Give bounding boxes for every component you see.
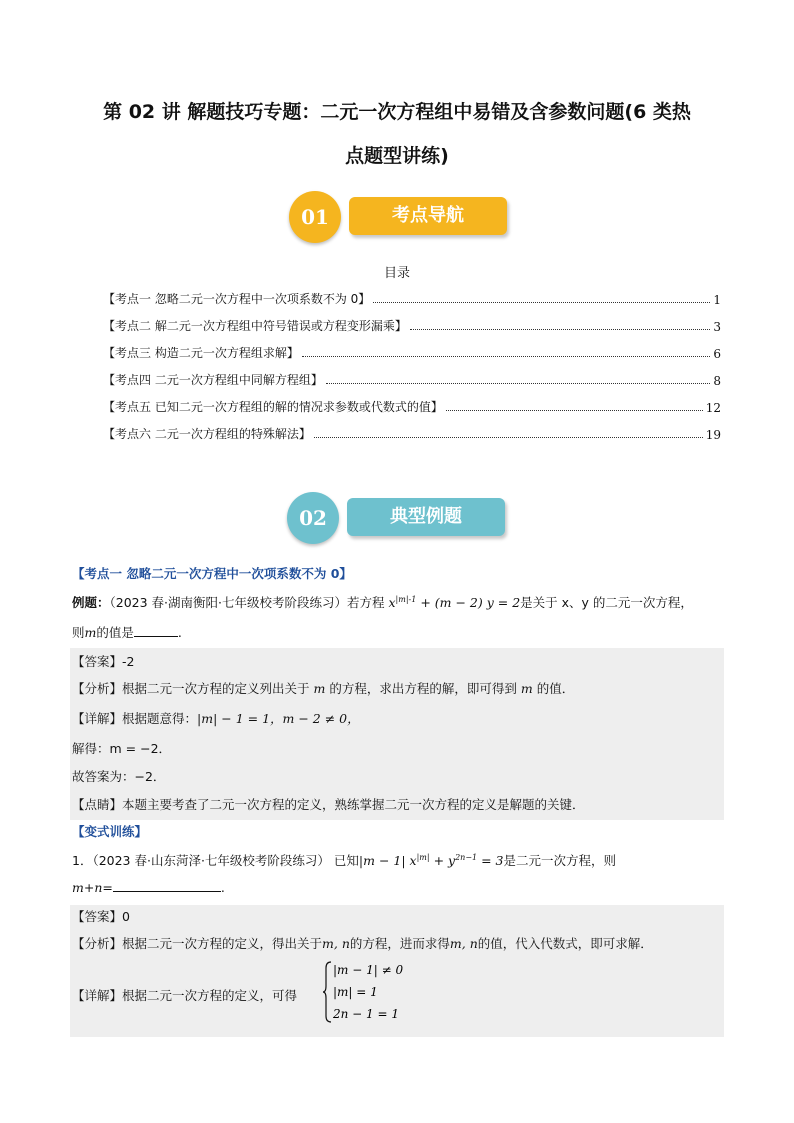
system-eq: 2n − 1 = 1 xyxy=(333,1007,399,1021)
toc-leader xyxy=(314,437,703,438)
solve-line: 解得：m = −2． xyxy=(72,741,172,756)
toc-leader xyxy=(410,329,711,330)
variant-analysis: 【分析】根据二元一次方程的定义，得出关于m, n的方程，进而求得m, n的值，代入代数式，即可求解． xyxy=(72,936,653,951)
page-title-line2: 点题型讲练) xyxy=(345,145,449,167)
toc-item-page: 6 xyxy=(713,347,721,361)
toc-item-label: 【考点一 忽略二元一次方程中一次项系数不为 0】 xyxy=(103,292,371,306)
variant-detail: 【详解】根据二元一次方程的定义，可得 xyxy=(72,988,298,1003)
toc-leader xyxy=(326,383,711,384)
toc-item-label: 【考点五 已知二元一次方程组的解的情况求参数或代数式的值】 xyxy=(103,400,443,414)
toc-item-page: 3 xyxy=(713,320,721,334)
example-question-line2: 则m的值是 . xyxy=(72,625,182,640)
toc-leader xyxy=(302,356,711,357)
toc-item-page: 12 xyxy=(705,401,721,415)
example-question xyxy=(72,593,693,611)
toc-item[interactable] xyxy=(103,425,721,442)
toc-item[interactable] xyxy=(103,317,721,334)
example-tail: 是关于 x、y 的二元一次方程， xyxy=(520,595,693,610)
banner-number: 02 xyxy=(287,492,339,544)
variant-answer: 【答案】0 xyxy=(72,909,130,924)
answer-blank xyxy=(134,624,178,637)
banner-label: 典型例题 xyxy=(347,498,505,536)
toc-leader xyxy=(446,410,703,411)
page-title-line1: 第 02 讲 解题技巧专题：二元一次方程组中易错及含参数问题(6 类热 xyxy=(103,101,691,123)
toc-item[interactable] xyxy=(103,290,721,307)
toc-item[interactable] xyxy=(103,398,721,415)
toc-item-label: 【考点三 构造二元一次方程组求解】 xyxy=(103,346,299,360)
section-heading: 【考点一 忽略二元一次方程中一次项系数不为 0】 xyxy=(72,566,352,581)
variant-question-line2: m+n= . xyxy=(72,880,225,895)
toc-item-page: 1 xyxy=(713,293,721,307)
system-eq: |m − 1| ≠ 0 xyxy=(333,963,404,977)
conclusion-line: 故答案为：−2． xyxy=(72,769,166,784)
banner-label: 考点导航 xyxy=(349,197,507,235)
toc-heading: 目录 xyxy=(383,266,410,281)
example-equation: $x^{|m|-1} + (m - 2) y = 2$ xyxy=(388,594,521,610)
banner-number: 01 xyxy=(289,191,341,243)
answer-line: 【答案】-2 xyxy=(72,654,135,669)
example-prefix: 例题： xyxy=(72,595,110,610)
system-eq: |m| = 1 xyxy=(333,985,378,999)
toc-item-label: 【考点二 解二元一次方程组中符号错误或方程变形漏乘】 xyxy=(103,319,407,333)
toc-item-label: 【考点六 二元一次方程组的特殊解法】 xyxy=(103,427,311,441)
example-source: （2023 春·湖南衡阳·七年级校考阶段练习）若方程 xyxy=(109,595,385,610)
toc-item-label: 【考点四 二元一次方程组中同解方程组】 xyxy=(103,373,323,387)
toc-item[interactable] xyxy=(103,371,721,388)
answer-blank xyxy=(113,879,221,892)
variant-question: 1．（2023 春·山东菏泽·七年级校考阶段练习） 已知|m − 1| $x^{|m|} + y^{2n-1} = 3$是二元一次方程，则 xyxy=(72,852,617,868)
detail-line: 【详解】根据题意得：|m| − 1 = 1，m − 2 ≠ 0， xyxy=(72,711,360,726)
equation-system xyxy=(323,960,404,1024)
toc-leader xyxy=(373,302,710,303)
toc-item-page: 19 xyxy=(705,428,721,442)
variant-heading: 【变式训练】 xyxy=(72,824,148,839)
comment-line: 【点睛】本题主要考查了二元一次方程的定义，熟练掌握二元一次方程的定义是解题的关键． xyxy=(72,797,585,812)
toc-item[interactable] xyxy=(103,344,721,361)
brace-icon xyxy=(323,962,331,1022)
analysis-line: 【分析】根据二元一次方程的定义列出关于 m 的方程，求出方程的解，即可得到 m 的值． xyxy=(72,681,575,696)
toc-item-page: 8 xyxy=(713,374,721,388)
